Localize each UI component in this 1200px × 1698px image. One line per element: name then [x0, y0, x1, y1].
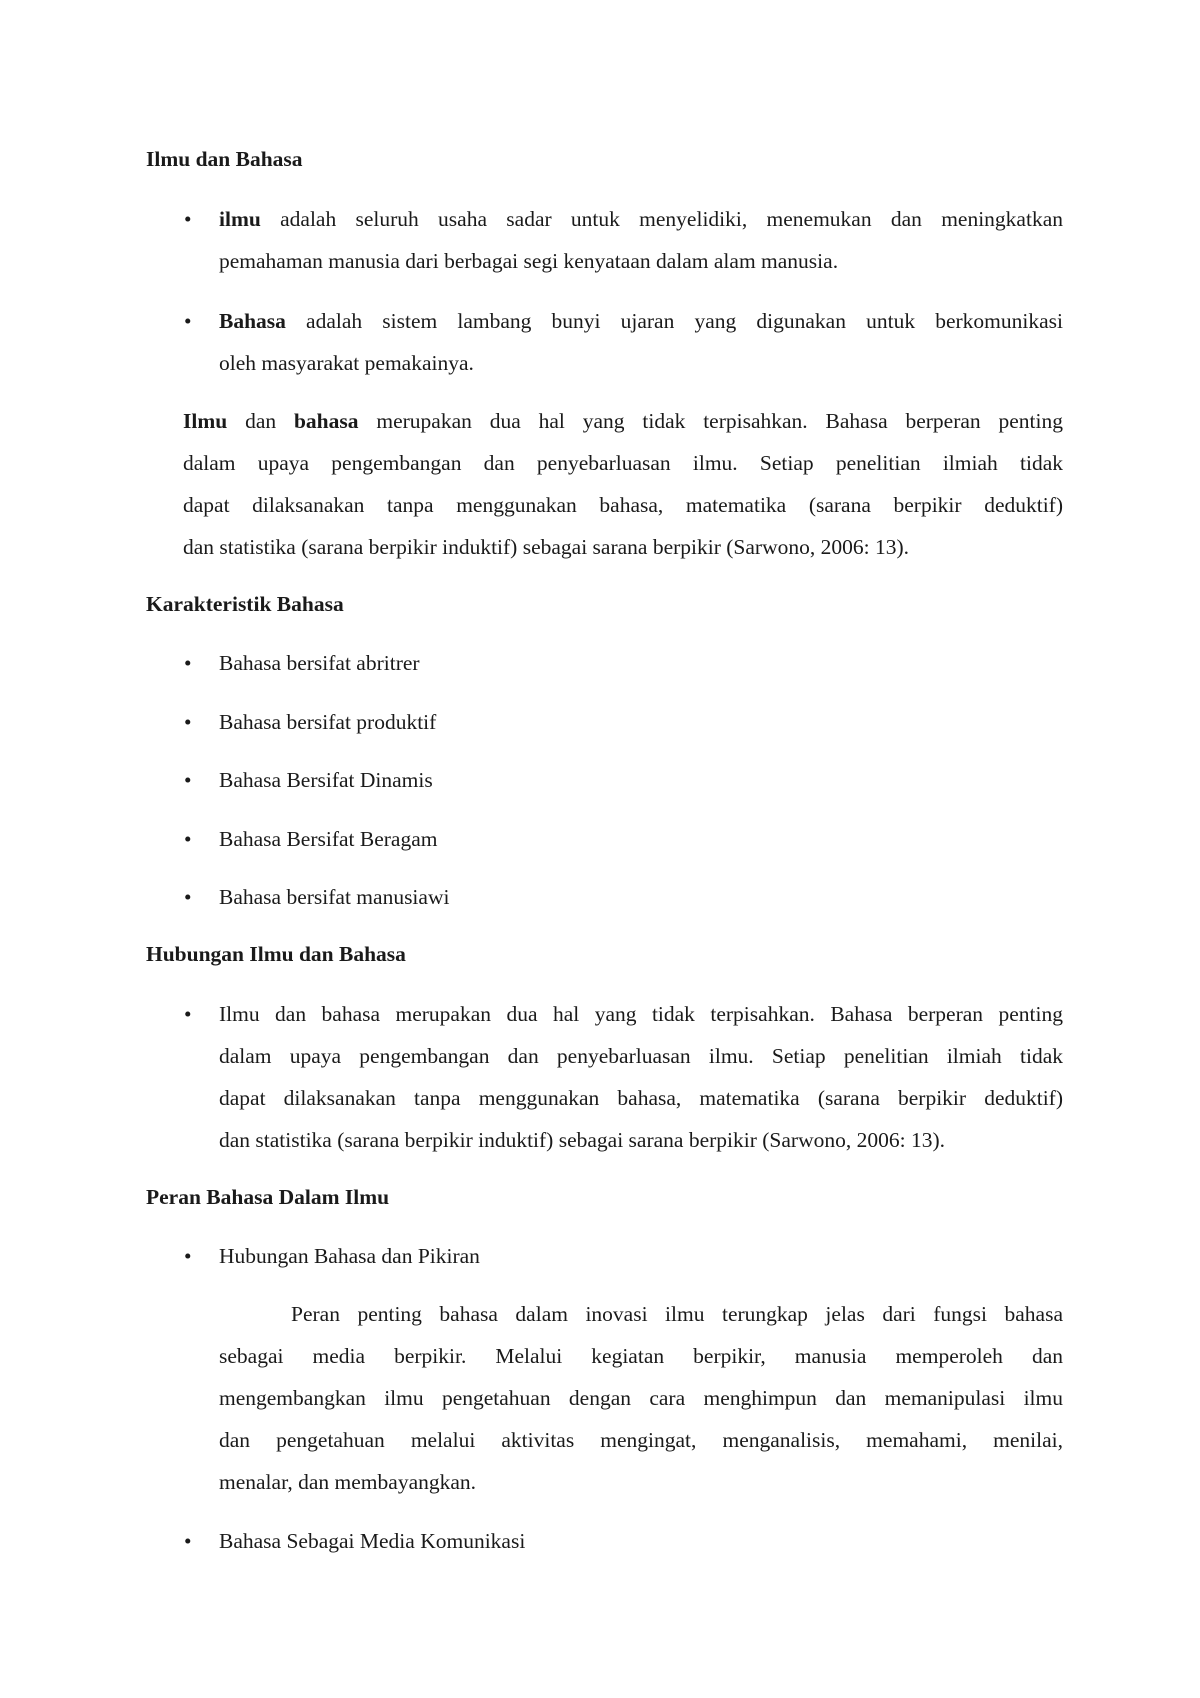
peran-para-line-1: Peran penting bahasa dalam inovasi ilmu terungkap jelas dari fungsi bahasa: [291, 1302, 1063, 1326]
peran-para-line-5: menalar, dan membayangkan.: [219, 1470, 477, 1494]
bullet-marker: •: [184, 309, 192, 333]
list-item-produktif: Bahasa bersifat produktif: [219, 710, 437, 734]
paragraph-ilmu-bahasa-line-4: dan statistika (sarana berpikir induktif) sebagai sarana berpikir (Sarwono, 2006: 13).: [183, 535, 910, 559]
hubungan-line-4: dan statistika (sarana berpikir induktif) sebagai sarana berpikir (Sarwono, 2006: 13).: [219, 1128, 946, 1152]
heading-karakteristik-bahasa: Karakteristik Bahasa: [146, 592, 344, 616]
paragraph-ilmu-bahasa-line-3: dapat dilaksanakan tanpa menggunakan bahasa, matematika (sarana berpikir deduktif): [183, 493, 1063, 517]
list-item-abritrer: Bahasa bersifat abritrer: [219, 651, 420, 675]
bullet-marker: •: [184, 1529, 192, 1553]
definition-ilmu-line-1: [219, 207, 1063, 232]
bullet-marker: •: [184, 1244, 192, 1268]
bullet-marker: •: [184, 1002, 192, 1026]
definition-bahasa-line-1: [219, 309, 1063, 334]
bullet-marker: •: [184, 651, 192, 675]
heading-peran-bahasa-dalam-ilmu: Peran Bahasa Dalam Ilmu: [146, 1185, 390, 1209]
peran-para-line-4: dan pengetahuan melalui aktivitas mengingat, menganalisis, memahami, menilai,: [219, 1428, 1063, 1452]
peran-para-line-3: mengembangkan ilmu pengetahuan dengan cara menghimpun dan memanipulasi ilmu: [219, 1386, 1063, 1410]
peran-para-line-2: sebagai media berpikir. Melalui kegiatan berpikir, manusia memperoleh dan: [219, 1344, 1063, 1368]
bullet-marker: •: [184, 207, 192, 231]
list-item-manusiawi: Bahasa bersifat manusiawi: [219, 885, 450, 909]
bullet-marker: •: [184, 827, 192, 851]
hubungan-line-3: dapat dilaksanakan tanpa menggunakan bahasa, matematika (sarana berpikir deduktif): [219, 1086, 1063, 1110]
heading-ilmu-dan-bahasa: Ilmu dan Bahasa: [146, 147, 303, 171]
term-bahasa-bold: bahasa: [293, 409, 359, 433]
term-ilmu-bold: Ilmu: [183, 409, 228, 433]
definition-ilmu-text: adalah seluruh usaha sadar untuk menyelidiki, menemukan dan meningkatkan: [260, 207, 1063, 231]
list-item-beragam: Bahasa Bersifat Beragam: [219, 827, 438, 851]
definition-bahasa-line-2: oleh masyarakat pemakainya.: [219, 351, 474, 375]
hubungan-line-1: Ilmu dan bahasa merupakan dua hal yang tidak terpisahkan. Bahasa berperan penting: [219, 1002, 1063, 1026]
paragraph-ilmu-bahasa-line-2: dalam upaya pengembangan dan penyebarluasan ilmu. Setiap penelitian ilmiah tidak: [183, 451, 1063, 475]
bullet-marker: •: [184, 768, 192, 792]
list-item-dinamis: Bahasa Bersifat Dinamis: [219, 768, 433, 792]
hubungan-line-2: dalam upaya pengembangan dan penyebarluasan ilmu. Setiap penelitian ilmiah tidak: [219, 1044, 1063, 1068]
term-ilmu: ilmu: [219, 207, 261, 231]
term-bahasa: Bahasa: [219, 309, 286, 333]
definition-bahasa-text: adalah sistem lambang bunyi ujaran yang digunakan untuk berkomunikasi: [285, 309, 1063, 333]
heading-hubungan-ilmu-dan-bahasa: Hubungan Ilmu dan Bahasa: [146, 942, 406, 966]
list-item-hubungan-bahasa-pikiran: Hubungan Bahasa dan Pikiran: [219, 1244, 480, 1268]
paragraph-text: merupakan dua hal yang tidak terpisahkan. Bahasa berperan penting: [358, 409, 1063, 433]
paragraph-ilmu-bahasa-line-1: [183, 409, 1063, 434]
list-item-media-komunikasi: Bahasa Sebagai Media Komunikasi: [219, 1529, 526, 1553]
bullet-marker: •: [184, 885, 192, 909]
bullet-marker: •: [184, 710, 192, 734]
paragraph-connector: dan: [227, 409, 294, 433]
definition-ilmu-line-2: pemahaman manusia dari berbagai segi kenyataan dalam alam manusia.: [219, 249, 839, 273]
